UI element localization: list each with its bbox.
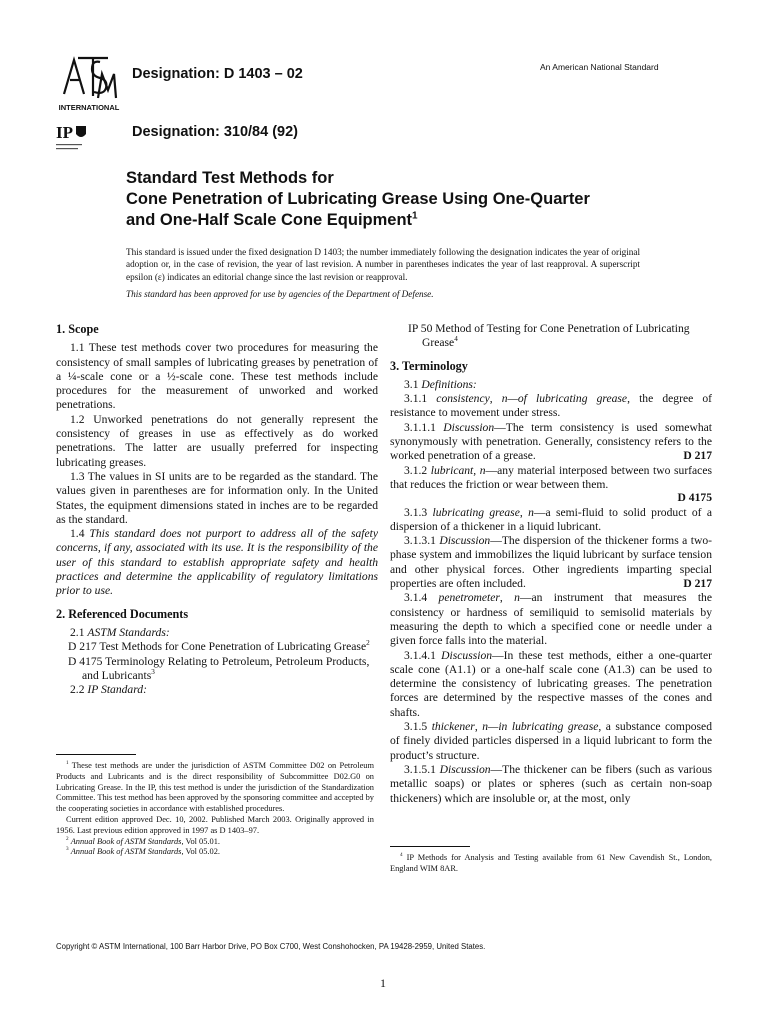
title-line-3-text: and One-Half Scale Cone Equipment [126,211,413,229]
discussion-consistency [390,421,712,464]
footnote-1-edition: Current edition approved Dec. 10, 2002. Published March 2003. Originally approved in 1956. Last previous edition approved in 1997 as D 1403–97. [56,814,374,835]
paragraph-number: 3.1.5.1 [404,762,440,776]
term-qualifier: n—in lubricating grease [482,720,599,734]
definitions-label: Definitions: [421,377,477,391]
footnote-ref: 4 [454,335,458,344]
paragraph-number: 2.2 [70,683,88,697]
document-title [126,168,686,231]
discussion-text: —The dispersion of the thickener forms a two-phase system and immobilizes the liquid lubricant by surface tension and other physical forces. Other ingredients imparting special properties are often included. [390,534,712,591]
footnotes-right [390,846,712,875]
definition-text: —an instrument that measures the consistency or hardness of semiliquid to semisolid materials by measuring the depth to which a specified cone or needle under a given force falls into the material. [390,591,712,648]
reference-d4175 [68,655,378,684]
separator: , [499,591,515,605]
footnote-divider [56,754,136,755]
title-footnote-ref: 1 [412,210,418,222]
paragraph-number: 3.1.2 [404,463,431,477]
footnote-marker: 1 [66,760,69,767]
reference-ip50 [408,322,712,351]
paragraph-1-2: 1.2 Unworked penetrations do not generally represent the consistency of greases in use as effectively as do worked penetrations. The latter are usually preferred for inspecting lubricating greases. [56,412,378,469]
definition-thickener [390,720,712,763]
designation-astm: Designation: D 1403 – 02 [132,66,303,82]
definition-text: —a semi-fluid to solid product of a dispersion of a thickener in a liquid lubricant. [390,505,713,533]
source-tag: D 217 [683,449,712,463]
definition-lubricating-grease [390,506,712,535]
defined-term: lubricating grease [432,505,520,519]
discussion-label: Discussion [439,534,491,548]
paragraph-number: 3.1.3 [404,505,433,519]
source-tag: D 217 [683,577,712,591]
discussion-label: Discussion [439,762,491,776]
section-heading-referenced-documents: 2. Referenced Documents [56,606,189,621]
footnote-ref: 2 [366,639,370,648]
paragraph-3-1 [390,378,712,392]
paragraph-2-1 [56,626,378,640]
footnotes-left [56,754,374,858]
paragraph-number: 3.1.1.1 [404,420,444,434]
title-line-1: Standard Test Methods for [126,169,334,187]
term-qualifier: n—of lubricating grease [501,392,628,406]
paragraph-number: 3.1 [404,377,422,391]
discussion-lubricating-grease [390,534,712,591]
footnote-ref: 3 [151,667,155,676]
paragraph-number: 2.1 [70,625,88,639]
section-heading-scope: 1. Scope [56,322,99,336]
astm-logo-text: INTERNATIONAL [58,103,120,112]
paragraph-1-4 [56,527,378,598]
reference-text: D 217 Test Methods for Cone Penetration of Lubricating Grease [68,640,367,654]
footnote-volume: , Vol 05.02. [181,847,220,857]
footnote-2 [56,837,374,848]
separator: , [473,463,480,477]
footnote-marker: 3 [66,846,69,853]
discussion-text: —In these test methods, either a one-quarter scale cone (A1.1) or a one-half scale cone (A1.3) can be used to determine the consistency of lubricating greases. The penetration forces are determined by the respective masses of the cones and shafts. [390,648,712,719]
discussion-text: —The term consistency is used somewhat synonymously with penetration. Generally, consistency refers to the worked penetration of a grease. [390,420,712,463]
definition-consistency [390,392,712,421]
designation-ip: Designation: 310/84 (92) [132,124,298,140]
paragraph-1-1: 1.1 These test methods cover two procedures for measuring the consistency of small samples of lubricating greases by penetration of a ¼-scale cone or a ½-scale cone. These test methods include procedures for the measurement of unworked and worked penetrations. [56,341,378,412]
paragraph-number: 3.1.3.1 [404,534,440,548]
footnote-book-title: Annual Book of ASTM Standards [70,836,182,846]
discussion-penetrometer [390,649,712,720]
footnote-divider [390,846,470,847]
astm-logo [56,52,122,114]
footnote-1 [56,761,374,815]
definition-lubricant [390,464,712,493]
copyright-notice: Copyright © ASTM International, 100 Barr Harbor Drive, PO Box C700, West Conshohocken, PA 19428-2959, United States. [56,942,486,951]
paragraph-1-3: 1.3 The values in SI units are to be regarded as the standard. The values given in parentheses are for information only. In the United States, the equipment dimensions stated in inches are to be regarded as the standard. [56,469,378,526]
term-qualifier: n [528,505,534,519]
footnote-4 [390,853,712,875]
national-standard-label: An American National Standard [540,62,659,72]
discussion-label: Discussion [441,648,493,662]
separator: , [519,505,529,519]
safety-caveat: This standard does not purport to address all of the safety concerns, if any, associated with its use. It is the responsibility of the user of this standard to establish appropriate safety and health practices and determine the applicability of regulatory limitations prior to use. [56,527,379,598]
term-qualifier: n [479,463,486,477]
ip-logo [56,122,96,160]
discussion-thickener [390,763,712,806]
title-line-2: Cone Penetration of Lubricating Grease Using One-Quarter [126,190,590,208]
left-column [56,322,378,697]
reference-text: D 4175 Terminology Relating to Petroleum, Petroleum Products, and Lubricants [68,654,370,682]
paragraph-number: 1.4 [70,527,90,541]
definition-text: , a substance composed of finely divided particles dispersed in a liquid lubricant to form the product’s structure. [390,720,712,762]
paragraph-number: 3.1.5 [404,720,432,734]
separator: , [489,392,502,406]
footnote-text: These test methods are under the jurisdiction of ASTM Committee D02 on Petroleum Products and Lubricants and is the direct responsibility of Subcommittee D02.G0 on Lubricating Grease. In the IP, this test method is under the jurisdiction of the Standardization Committee. This test method has been approved by the sponsoring committee and accepted by the cooperating societies in accordance with established procedures. [56,761,374,814]
ip-standard-label: IP Standard: [87,683,147,697]
discussion-text: —The thickener can be fibers (such as various metallic soaps) or plates or spheres (such as certain non-soap thickeners) which are insoluble or, at the most, only [390,762,712,805]
definition-penetrometer [390,591,712,648]
dod-approval-note: This standard has been approved for use by agencies of the Department of Defense. [126,289,434,299]
footnote-marker: 4 [400,852,403,859]
defined-term: lubricant [430,463,474,477]
source-tag-d4175: D 4175 [677,491,712,505]
astm-standards-label: ASTM Standards: [87,625,170,639]
paragraph-2-2 [56,683,378,697]
section-heading-terminology: 3. Terminology [390,358,468,373]
definition-text: , the degree of resistance to movement under stress. [390,392,712,420]
defined-term: consistency [436,392,490,406]
footnote-volume: , Vol 05.01. [181,836,220,846]
footnote-text: IP Methods for Analysis and Testing available from 61 New Cavendish St., London, England WIM 8AR. [390,853,712,873]
footnote-3 [56,847,374,858]
reference-text: IP 50 Method of Testing for Cone Penetration of Lubricating Grease [408,322,690,350]
paragraph-number: 3.1.1 [404,392,437,406]
paragraph-number: 3.1.4.1 [404,648,442,662]
standard-notice: This standard is issued under the fixed designation D 1403; the number immediately following the designation indicates the year of original adoption or, in the case of revision, the year of last revision. A number in parentheses indicates the year of last reapproval. A superscript epsilon (ε) indicates an editorial change since the last revision or reapproval. [126,247,640,282]
title-line-3 [126,210,686,231]
definition-text: —any material interposed between two surfaces that reduces the friction or wear between them. [390,463,712,491]
term-qualifier: n [514,591,520,605]
defined-term: penetrometer [438,591,500,605]
right-column [390,322,712,806]
ip-logo-text: IP [56,123,73,142]
defined-term: thickener [431,720,475,734]
separator: , [474,720,483,734]
paragraph-number: 3.1.4 [404,591,439,605]
footnote-book-title: Annual Book of ASTM Standards [70,847,182,857]
reference-d217 [68,640,378,654]
footnote-marker: 2 [66,835,69,842]
discussion-label: Discussion [443,420,495,434]
page-number: 1 [380,976,386,990]
